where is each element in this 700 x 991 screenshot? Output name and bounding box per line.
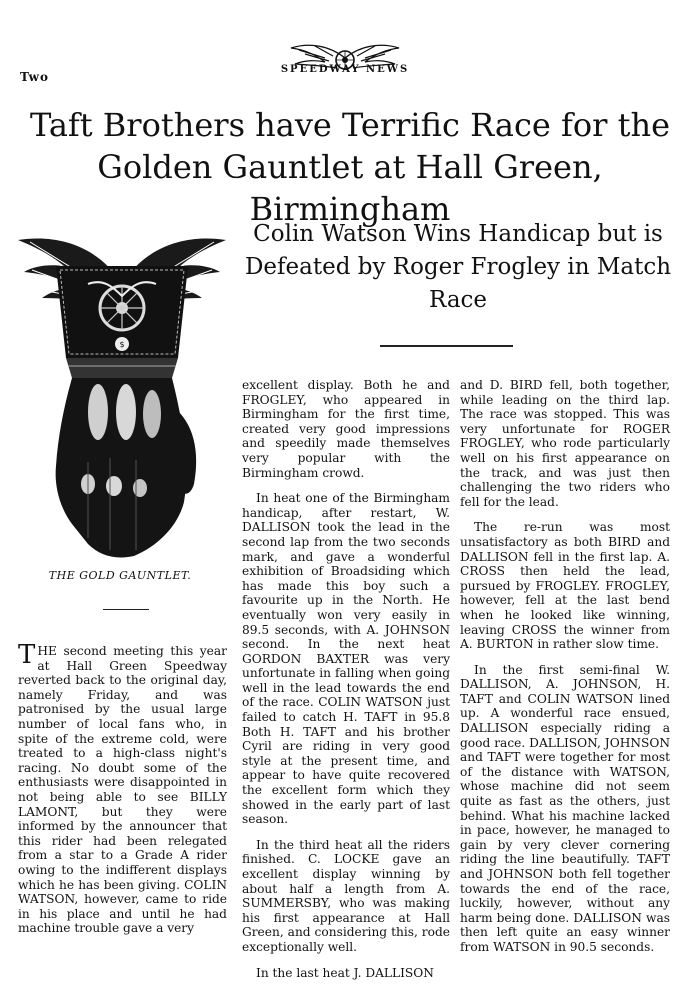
article-column-3	[460, 378, 670, 966]
article-paragraph: excellent display. Both he and FROGLEY, who appeared in Birmingham for the first time, created very good impressions and speedily made themselves very popular with the Birmingham crowd.	[242, 378, 450, 480]
figure-caption: THE GOLD GAUNTLET.	[48, 569, 192, 582]
article-paragraph: In the last heat J. DALLISON	[256, 965, 434, 980]
drop-cap: T	[18, 640, 36, 670]
page-number: Two	[20, 70, 49, 84]
article-column-2	[242, 378, 450, 991]
article-paragraph: The re-run was most unsatisfactory as both BIRD and DALLISON fell in the first lap. A. CROSS then held the lead, pursued by FROGLEY. FROGLEY, however, fell at the last bend when he looked like winning, leaving CROSS the winner from A. BURTON in rather slow time.	[460, 520, 670, 652]
article-paragraph: and D. BIRD fell, both together, while leading on the third lap. The race was stopped. This was very unfortunate for ROGER FROGLEY, who rode particularly well on his first appearance on the track, and was just then challenging the two riders who fell for the lead.	[460, 378, 670, 509]
masthead	[270, 38, 420, 82]
article-paragraph: In the third heat all the riders finished. C. LOCKE gave an excellent display winning by about half a length from A. SUMMERSBY, who was making his first appearance at Hall Green, and considering this, rode exceptionally well.	[242, 837, 450, 954]
subheadline-rule	[380, 345, 513, 347]
article-paragraph: In heat one of the Birmingham handicap, after restart, W. DALLISON took the lead in the second lap from the two seconds mark, and gave a wonderful exhibition of Broadsiding which has made this boy such a favourite up in the North. He eventually won very easily in 89.5 seconds, with A. JOHNSON second. In the next heat GORDON BAXTER was very unfortunate in falling when going well in the lead towards the end of the race. COLIN WATSON just failed to catch H. TAFT in 95.8 Both H. TAFT and his brother Cyril are riding in very good style at the present time, and appear to have quite recovered the excellent form which they showed in the early part of last season.	[242, 491, 450, 827]
article-column-1	[18, 640, 227, 947]
masthead-title: SPEEDWAY NEWS	[280, 64, 410, 75]
gold-gauntlet-image	[18, 226, 226, 562]
article-paragraph	[18, 640, 227, 936]
caption-rule	[103, 609, 149, 610]
headline: Taft Brothers have Terrific Race for the Golden Gauntlet at Hall Green, Birmingham	[29, 106, 671, 228]
paragraph-text: HE second meeting this year at Hall Green Speedway reverted back to the original day, namely Friday, and was patronised by the usual large number of local fans who, in spite of the extreme cold, were treated to a high-class night's racing. No doubt some of the enthusiasts were disappointed in not being able to see BILLY LAMONT, but they were informed by the announcer that this rider had been relegated from a star to a Grade A rider owing to the indifferent displays which he has been giving. COLIN WATSON, however, came to ride in his place and until he had machine trouble gave a very	[18, 644, 227, 936]
svg-text:$: $	[119, 340, 125, 349]
subheadline: Colin Watson Wins Handicap but is Defeated by Roger Frogley in Match Race	[244, 221, 672, 313]
article-paragraph: In the first semi-final W. DALLISON, A. JOHNSON, H. TAFT and COLIN WATSON lined up. A wonderful race ensued, DALLISON especially riding a good race. DALLISON, JOHNSON and TAFT were together for most of the distance with WATSON, whose machine did not seem quite as fast as the others, just behind. What his machine lacked in pace, however, he managed to gain by very clever cornering riding the line beautifully. TAFT and JOHNSON both fell together towards the end of the race, luckily, however, without any harm being done. DALLISON was then left quite an easy winner from WATSON in 90.5 seconds.	[460, 662, 670, 954]
